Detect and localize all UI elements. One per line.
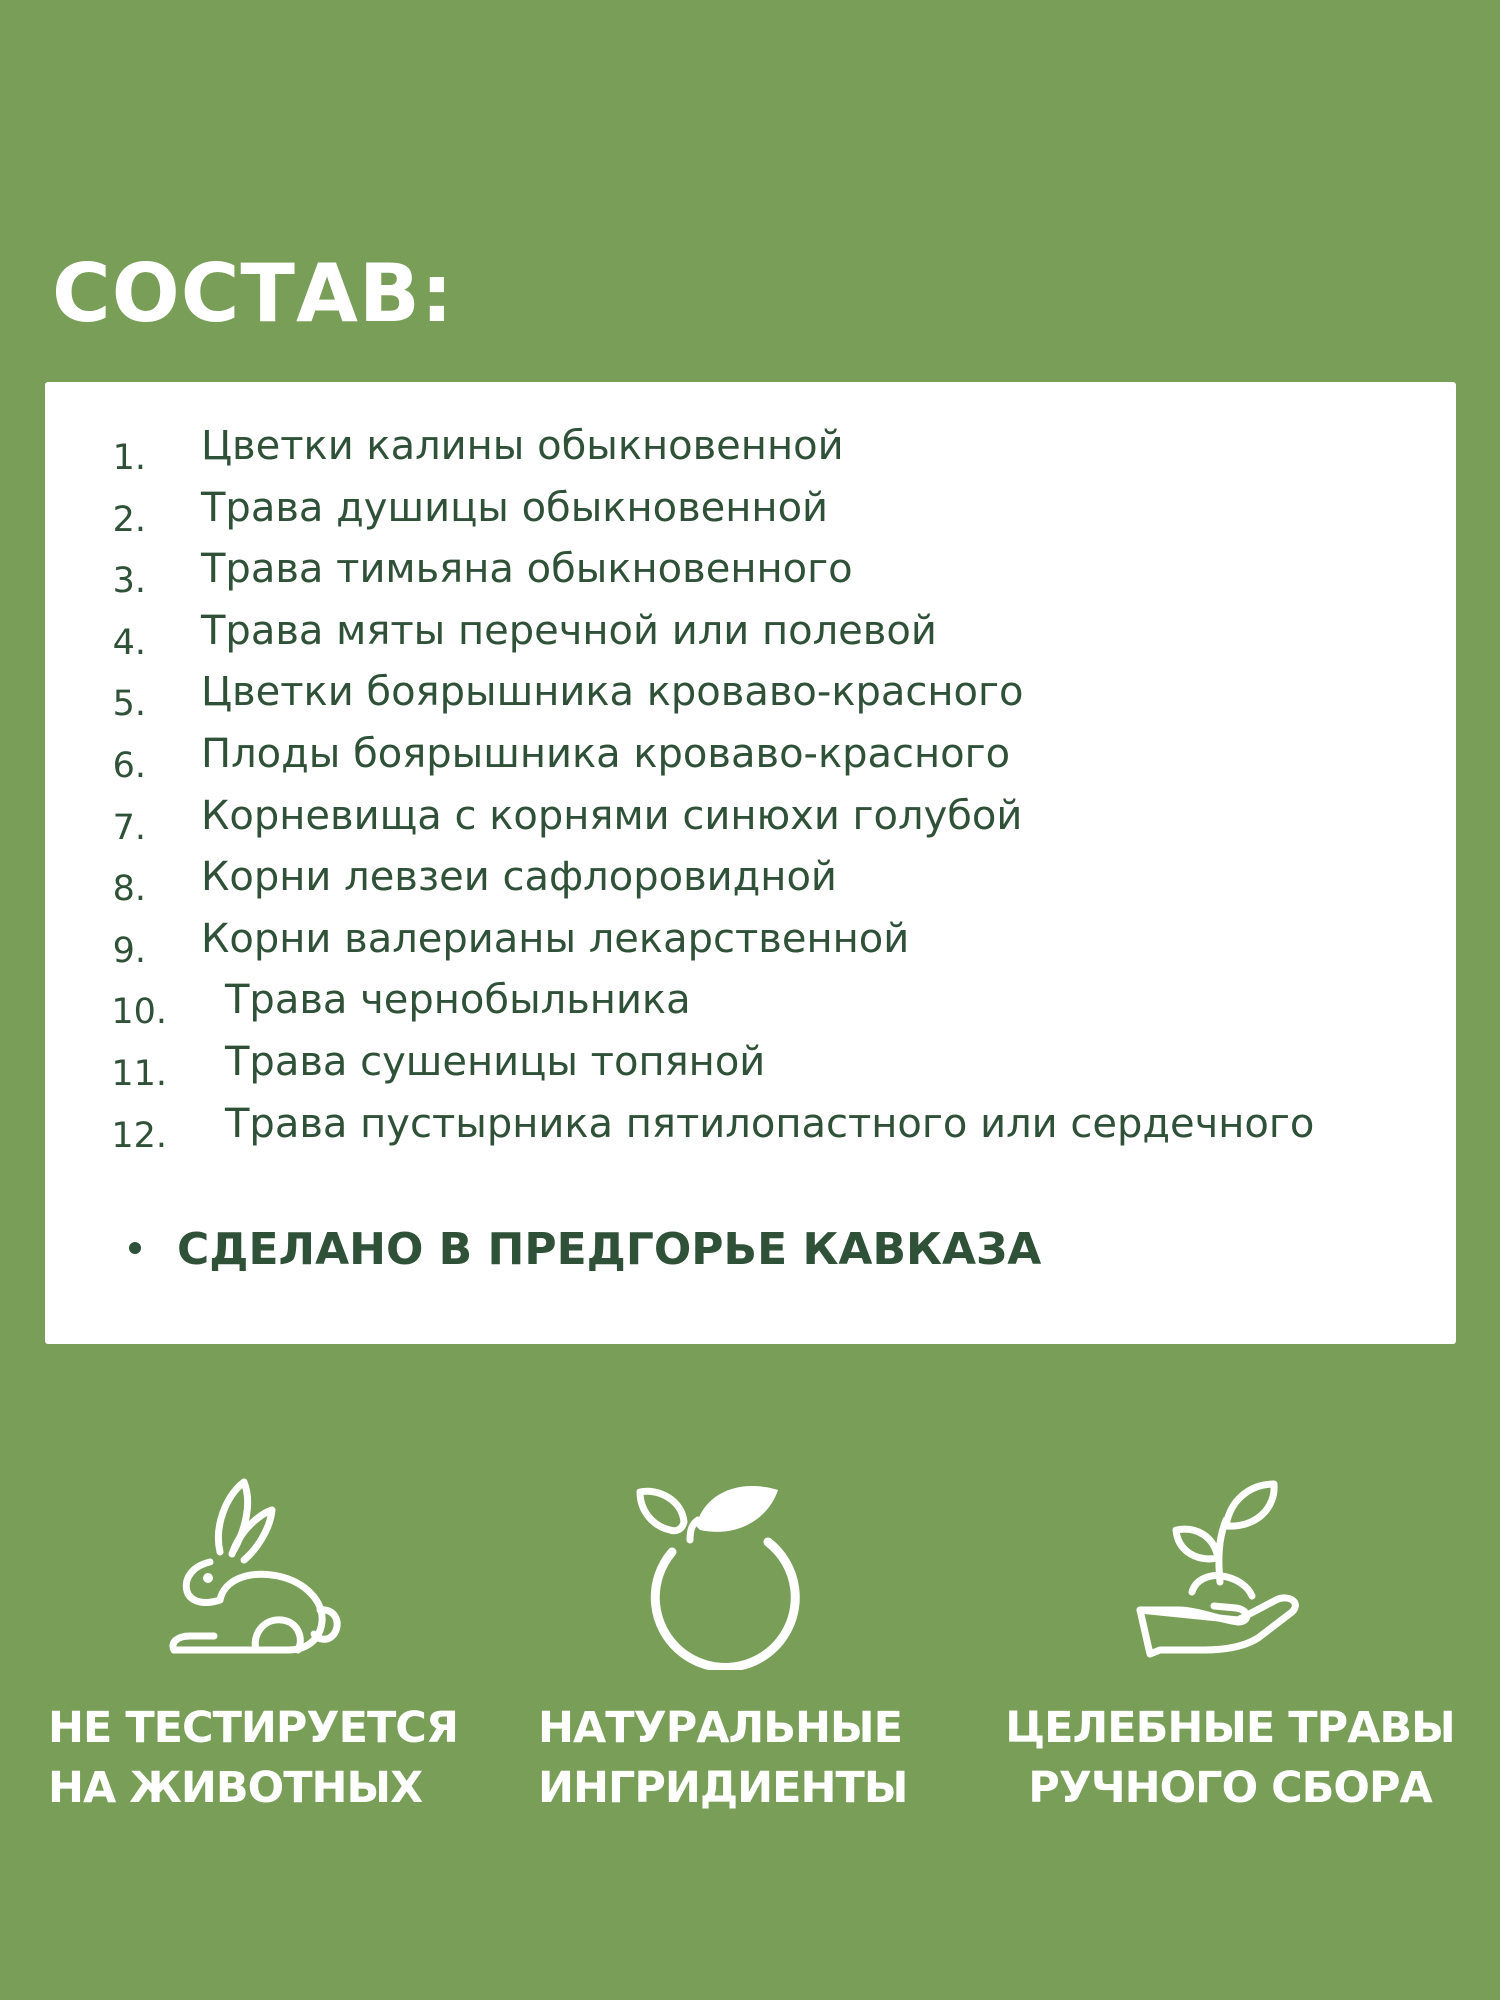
list-item (101, 601, 1314, 663)
list-item (101, 909, 1314, 971)
list-item (101, 539, 1314, 601)
item-number: 10. (111, 992, 167, 1033)
item-text: Трава мяты перечной или полевой (201, 607, 937, 654)
list-item (101, 724, 1314, 786)
item-number: 1. (112, 438, 146, 478)
item-number: 9. (112, 930, 146, 971)
item-number: 7. (112, 807, 146, 848)
list-item (101, 478, 1314, 540)
feature-hand-picked (980, 1470, 1480, 1813)
ingredients-list (101, 416, 1314, 1155)
sprout-hand-icon (1126, 1470, 1326, 1670)
made-in-note (129, 1224, 1041, 1275)
list-item (101, 970, 1314, 1032)
item-text: Плоды боярышника кроваво-красного (201, 730, 1011, 777)
ingredients-card (45, 382, 1456, 1344)
feature-label: НЕ ТЕСТИРУЕТСЯ НА ЖИВОТНЫХ (48, 1703, 458, 1813)
item-text: Корни левзеи сафлоровидной (201, 854, 837, 901)
item-number: 11. (111, 1053, 167, 1094)
item-text: Трава душицы обыкновенной (201, 484, 829, 531)
rabbit-icon (148, 1470, 348, 1670)
item-number: 8. (112, 869, 146, 910)
list-item (101, 662, 1314, 724)
feature-label: НАТУРАЛЬНЫЕ ИНГРИДИЕНТЫ (538, 1703, 908, 1813)
item-number: 4. (112, 622, 146, 663)
list-item (101, 1094, 1314, 1156)
list-item (101, 416, 1314, 478)
page-title: СОСТАВ: (52, 247, 454, 340)
item-text: Цветки калины обыкновенной (201, 423, 844, 469)
item-text: Цветки боярышника кроваво-красного (201, 669, 1024, 716)
feature-label: ЦЕЛЕБНЫЕ ТРАВЫ РУЧНОГО СБОРА (1005, 1703, 1455, 1813)
item-number: 2. (112, 499, 146, 540)
item-text: Трава сушеницы топяной (225, 1038, 766, 1085)
item-number: 5. (112, 684, 146, 725)
item-number: 3. (112, 561, 146, 602)
item-text: Корни валерианы лекарственной (201, 915, 910, 962)
list-item (101, 786, 1314, 848)
item-text: Трава чернобыльника (225, 977, 691, 1024)
feature-cruelty-free (30, 1470, 500, 1813)
bullet-icon (129, 1242, 141, 1254)
item-number: 12. (111, 1115, 167, 1156)
made-in-text: СДЕЛАНО В ПРЕДГОРЬЕ КАВКАЗА (177, 1224, 1042, 1275)
list-item (101, 847, 1314, 909)
item-number: 6. (112, 745, 146, 786)
feature-natural (520, 1470, 960, 1813)
item-text: Трава тимьяна обыкновенного (201, 546, 853, 593)
item-text: Трава пустырника пятилопастного или сердечного (225, 1100, 1315, 1147)
list-item (101, 1032, 1314, 1094)
leaf-circle-icon (620, 1470, 820, 1670)
item-text: Корневища с корнями синюхи голубой (201, 792, 1023, 839)
